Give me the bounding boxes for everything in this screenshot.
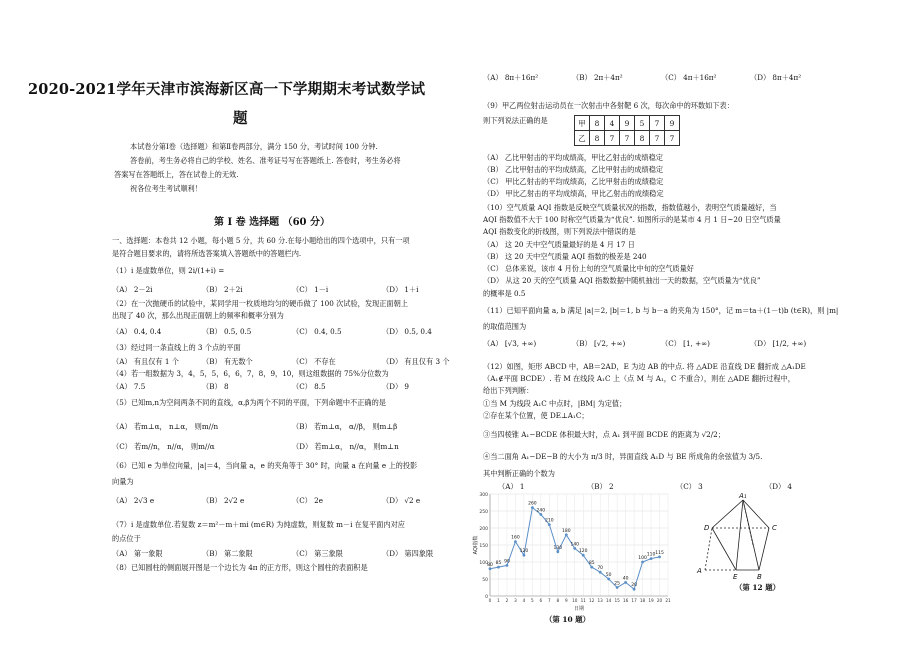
data-label: 40	[622, 576, 629, 582]
table-row	[575, 116, 680, 131]
x-tick-label: 12	[589, 598, 595, 603]
data-label: 120	[519, 549, 529, 555]
x-tick-label: 20	[656, 598, 663, 603]
option: （B） [√2, +∞)	[572, 339, 626, 348]
data-point	[641, 561, 644, 564]
table-cell: 8	[590, 131, 605, 146]
data-point	[607, 578, 610, 581]
x-tick-label: 16	[622, 598, 629, 603]
x-tick-label: 18	[639, 598, 646, 603]
data-point	[633, 588, 636, 591]
edge	[736, 500, 743, 570]
data-label: 130	[553, 545, 563, 551]
intro-line: 祝各位考生考试顺利！	[130, 184, 202, 193]
question-1: （1）i 是虚数单位，则 2i/(1+i) =	[112, 266, 225, 275]
x-tick-label: 21	[665, 598, 671, 603]
data-point	[539, 513, 542, 516]
option: （B） 2π＋4π²	[572, 73, 623, 82]
doc-title: 2020-2021学年天津市滨海新区高一下学期期末考试数学试	[28, 81, 426, 98]
x-tick-label: 5	[531, 598, 534, 603]
q12-statement: ④当二面角 A₁−DE−B 的大小为 π/3 时，异面直线 A₁D 与 BE 所成角的余弦值为 3/5.	[483, 452, 763, 461]
x-tick-label: 15	[614, 598, 620, 603]
y-tick-label: 250	[479, 510, 488, 515]
option: （B） 2	[587, 482, 614, 491]
data-label: 160	[511, 535, 520, 541]
y-tick-label: 50	[482, 578, 488, 583]
option: （A） 1	[498, 482, 525, 491]
x-tick-label: 11	[580, 598, 586, 603]
option: （C） 2e	[292, 496, 323, 505]
question-6: （6）已知 e 为单位向量，|a|＝4，当向量 a，e 的夹角等于 30° 时，向量 a 在向量 e 上的投影	[112, 461, 418, 470]
option: （C） 若m//n， n//α， 则m//α	[112, 442, 215, 451]
vertex-label: A₁	[739, 492, 747, 500]
data-point	[514, 540, 517, 543]
data-point	[573, 547, 576, 550]
table-cell: 7	[620, 131, 635, 146]
vertex-label: C	[772, 524, 777, 532]
y-tick-label: 200	[479, 527, 488, 532]
data-point	[650, 557, 653, 560]
q10-option: （D） 从这 20 天的空气质量 AQI 指数数据中随机抽出一天的数据，空气质量为“优良”	[483, 276, 761, 285]
q9-option: （C） 甲比乙射击的平均成绩高，乙比甲射击的成绩稳定	[483, 177, 664, 186]
option: （A） 2√3 e	[112, 496, 155, 505]
table-cell: 7	[650, 116, 665, 131]
vertex-label: B	[757, 573, 762, 580]
data-point	[556, 550, 559, 553]
data-point	[531, 506, 534, 509]
figure-12-caption: （第 12 题）	[735, 583, 780, 592]
option: （A） [√3, +∞)	[483, 339, 537, 348]
question-12-cont: 给出下列判断：	[483, 386, 534, 395]
question-10: （10）空气质量 AQI 指数是反映空气质量状况的指数，指数值越小，表明空气质量越好，当	[483, 203, 777, 212]
figure-10-caption: （第 10 题）	[545, 615, 590, 624]
intro-line: 答案写在答题纸上，答在试卷上的无效.	[114, 170, 239, 179]
question-4: （4）若一组数据为 3，4，5，5，6，6，7，8，9，10，则这组数据的 75%分位数为	[112, 369, 389, 378]
instruction: 一、选择题：本卷共 12 小题，每小题 5 分，共 60 分.在每小题给出的四个选项中，只有一项	[112, 236, 410, 245]
q12-statement: ②存在某个位置，使 DE⊥A₁C；	[483, 411, 589, 420]
q4-options	[112, 382, 409, 391]
x-tick-label: 4	[522, 598, 526, 603]
edge	[759, 528, 769, 570]
question-9: （9）甲乙两位射击运动员在一次射击中各射靶 6 次，每次命中的环数如下表：	[483, 101, 734, 110]
q9-option: （B） 乙比甲射击的平均成绩高，乙比甲射击的成绩稳定	[483, 165, 664, 174]
table-cell: 7	[650, 131, 665, 146]
data-point	[582, 554, 585, 557]
data-point	[599, 571, 602, 574]
data-label: 240	[536, 508, 546, 514]
question-2: （2）在一次抛硬币的试验中，某同学用一枚质地均匀的硬币做了 100 次试验，发现正面朝上	[112, 299, 408, 308]
question-8: （8）已知圆柱的侧面展开图是一个边长为 4π 的正方形，则这个圆柱的表面积是	[112, 563, 368, 572]
x-tick-label: 0	[488, 598, 492, 603]
data-label: 80	[487, 562, 493, 568]
y-tick-label: 150	[479, 544, 488, 549]
option: （D） 第四象限	[382, 549, 434, 558]
q10-option: （A） 这 20 天中空气质量最好的是 4 月 17 日	[483, 240, 635, 249]
table-row	[575, 131, 680, 146]
data-label: 85	[588, 561, 595, 567]
option: （C） 第三象限	[292, 549, 343, 558]
data-label: 90	[504, 559, 510, 565]
q7-options	[112, 549, 433, 558]
x-tick-label: 14	[605, 598, 612, 603]
q11-options	[483, 339, 806, 348]
table-cell: 8	[590, 116, 605, 131]
data-point	[565, 533, 568, 536]
option: （A） 0.4, 0.4	[112, 327, 162, 336]
data-label: 100	[638, 556, 647, 561]
q5-options-row2	[112, 442, 399, 451]
question-7: （7）i 是虚数单位.若复数 z＝m²－m＋mi (m∈R) 为纯虚数，则复数 m－i 在复平面内对应	[112, 520, 405, 529]
option: （C） 1－i	[292, 285, 329, 294]
option: （A） 7.5	[112, 382, 146, 391]
option: （B） 有无数个	[202, 357, 253, 366]
x-tick-label: 1	[497, 598, 500, 603]
x-tick-label: 9	[564, 598, 568, 603]
option: （C） 8.5	[292, 382, 326, 391]
option: （A） 有且仅有 1 个	[112, 357, 179, 366]
option: （C） 不存在	[292, 357, 336, 366]
option: （C） 4π＋16π²	[661, 73, 717, 82]
data-point	[497, 566, 500, 569]
option: （D） 8π＋4π²	[750, 73, 802, 82]
x-tick-label: 10	[572, 598, 578, 603]
section-heading: 第 I 卷 选择题 （60 分）	[214, 217, 331, 228]
y-tick-label: 300	[479, 493, 488, 498]
option: （D） √2 e	[382, 496, 421, 505]
option: （A） 若m⊥α， n⊥α， 则m//n	[112, 422, 219, 431]
data-point	[624, 581, 627, 584]
question-5: （5）已知m,n为空间两条不同的直线，α,β为两个不同的平面，下列命题中不正确的是	[112, 398, 386, 407]
data-label: 20	[631, 583, 637, 589]
q10-option: （B） 这 20 天中空气质量 AQI 指数的极差是 240	[483, 252, 647, 261]
q2-options	[112, 327, 432, 336]
data-label: 260	[528, 501, 537, 507]
option: （B） 第二象限	[202, 549, 253, 558]
data-label: 120	[578, 549, 588, 555]
data-label: 140	[570, 542, 580, 548]
question-3: （3）经过同一条直线上的 3 个点的平面	[112, 343, 241, 352]
y-axis-title: AQI指数	[473, 535, 479, 555]
option: （D） [1/2, +∞)	[750, 339, 807, 348]
q3-options	[112, 357, 450, 366]
option: （A） 8π＋16π²	[483, 73, 539, 82]
edge	[712, 500, 743, 528]
option: （A） 2－2i	[112, 285, 153, 294]
data-point	[489, 567, 492, 570]
question-10-cont: AQI 指数值不大于 100 时称空气质量为“优良”. 如图所示的是某市 4 月 1 日~20 日空气质量	[483, 215, 781, 224]
q5-options-row1	[112, 422, 397, 431]
y-tick-label: 100	[479, 561, 488, 566]
option: （B） 2√2 e	[202, 496, 245, 505]
question-9-cont: 则下列说法正确的是	[483, 116, 548, 125]
data-point	[658, 556, 661, 559]
x-axis-title: 日期	[573, 606, 585, 612]
data-point	[523, 554, 526, 557]
option: （D） 若m⊥α， n//α， 则m⊥n	[292, 442, 399, 451]
q9-score-table	[574, 115, 680, 146]
q12-statement: ③当四棱锥 A₁−BCDE 体积最大时，点 A₁ 到平面 BCDE 的距离为 √2/2；	[483, 430, 725, 439]
table-cell: 4	[605, 116, 620, 131]
vertex-label: E	[733, 573, 738, 580]
option: （C） [1, +∞)	[661, 339, 710, 348]
vertex-label: A	[697, 567, 702, 575]
option: （B） 2＋2i	[202, 285, 243, 294]
q12-statement: ①当 M 为线段 A₁C 中点时，|BM| 为定值；	[483, 399, 627, 408]
data-label: 50	[605, 573, 612, 578]
x-tick-label: 7	[547, 598, 551, 603]
table-cell: 7	[605, 131, 620, 146]
question-6-cont: 向量为	[112, 477, 134, 486]
data-label: 115	[655, 550, 664, 556]
q9-option: （A） 乙比甲射击的平均成绩高，甲比乙射击的成绩稳定	[483, 153, 663, 162]
intro-line: 答卷前，考生务必将自己的学校、姓名、准考证号写在答题纸上. 答卷时，考生务必将	[130, 156, 401, 165]
question-12: （12）如图，矩形 ABCD 中，AB＝2AD，E 为边 AB 的中点. 将 △ADE 沿直线 DE 翻折成 △A₁DE	[483, 362, 806, 371]
edge	[712, 528, 736, 570]
data-point	[548, 523, 551, 526]
option: （C） 3	[676, 482, 703, 491]
option: （B） 若m⊥α， α//β， 则m⊥β	[292, 422, 398, 431]
data-label: 210	[545, 518, 554, 524]
table-cell: 8	[635, 131, 650, 146]
instruction: 是符合题目要求的，请将所选答案填入答题纸中的答题栏内.	[112, 249, 302, 258]
q8-options	[483, 73, 801, 82]
question-11-cont: 的取值范围为	[483, 322, 527, 331]
data-label: 85	[495, 561, 502, 567]
question-12-cont: （A₁∉平面 BCDE）. 若 M 在线段 A₁C 上（点 M 与 A₁，C 不重合），则在 △ADE 翻折过程中，	[483, 374, 795, 383]
option: （D） 4	[765, 482, 792, 491]
data-point	[506, 564, 509, 567]
q1-options	[112, 285, 418, 294]
option: （B） 0.5, 0.5	[202, 327, 252, 336]
data-point	[590, 566, 593, 569]
option: （B） 8	[202, 382, 229, 391]
hidden-edge	[705, 528, 712, 570]
table-cell: 5	[635, 116, 650, 131]
table-cell: 7	[665, 131, 680, 146]
data-label: 25	[614, 581, 621, 587]
x-tick-label: 2	[505, 598, 509, 603]
question-11: （11）已知平面向量 a, b 满足 |a|＝2, |b|＝1, b 与 b－a 的夹角为 150°，记 m＝ta＋(1－t)b (t∈R)，则 |m|	[483, 306, 839, 315]
question-2-cont: 出现了 40 次，那么出现正面朝上的频率和概率分别为	[112, 311, 284, 320]
x-tick-label: 8	[556, 598, 560, 603]
doc-title-cont: 题	[233, 110, 248, 127]
q10-option-cont: 的概率是 0.5	[483, 289, 526, 298]
data-label: 180	[561, 528, 571, 534]
q6-options	[112, 496, 420, 505]
x-tick-label: 3	[514, 598, 517, 603]
x-tick-label: 13	[597, 598, 603, 603]
option: （D） 0.5, 0.4	[382, 327, 432, 336]
q10-option: （C） 总体来说，该市 4 月份上旬的空气质量比中旬的空气质量好	[483, 264, 694, 273]
table-cell: 9	[665, 116, 680, 131]
pyramid-figure	[695, 490, 805, 580]
option: （C） 0.4, 0.5	[292, 327, 342, 336]
q12-question: 其中判断正确的个数为	[483, 469, 555, 478]
edge	[743, 500, 759, 570]
q9-option: （D） 甲比乙射击的平均成绩高，甲比乙射击的成绩稳定	[483, 189, 664, 198]
table-cell: 9	[620, 116, 635, 131]
y-tick-label: 0	[485, 595, 488, 600]
x-tick-label: 6	[539, 598, 543, 603]
option: （D） 9	[382, 382, 409, 391]
intro-line: 本试卷分第Ⅰ卷（选择题）和第Ⅱ卷两部分，满分 150 分，考试时间 100 分钟.	[130, 142, 378, 151]
table-cell: 乙	[575, 131, 590, 146]
question-10-cont: AQI 指数变化的折线图，则下列说法中错误的是	[483, 227, 636, 236]
x-tick-label: 17	[631, 598, 637, 603]
x-tick-label: 19	[648, 598, 654, 603]
question-7-cont: 的点位于	[112, 534, 141, 543]
edge	[743, 500, 769, 528]
data-label: 110	[646, 552, 656, 558]
table-cell: 甲	[575, 116, 590, 131]
data-point	[616, 586, 619, 589]
option: （D） 有且仅有 3 个	[382, 357, 450, 366]
option: （A） 第一象限	[112, 549, 163, 558]
aqi-line-chart	[472, 490, 672, 612]
data-label: 70	[597, 566, 604, 572]
option: （D） 1＋i	[382, 285, 419, 294]
vertex-label: D	[704, 524, 710, 532]
